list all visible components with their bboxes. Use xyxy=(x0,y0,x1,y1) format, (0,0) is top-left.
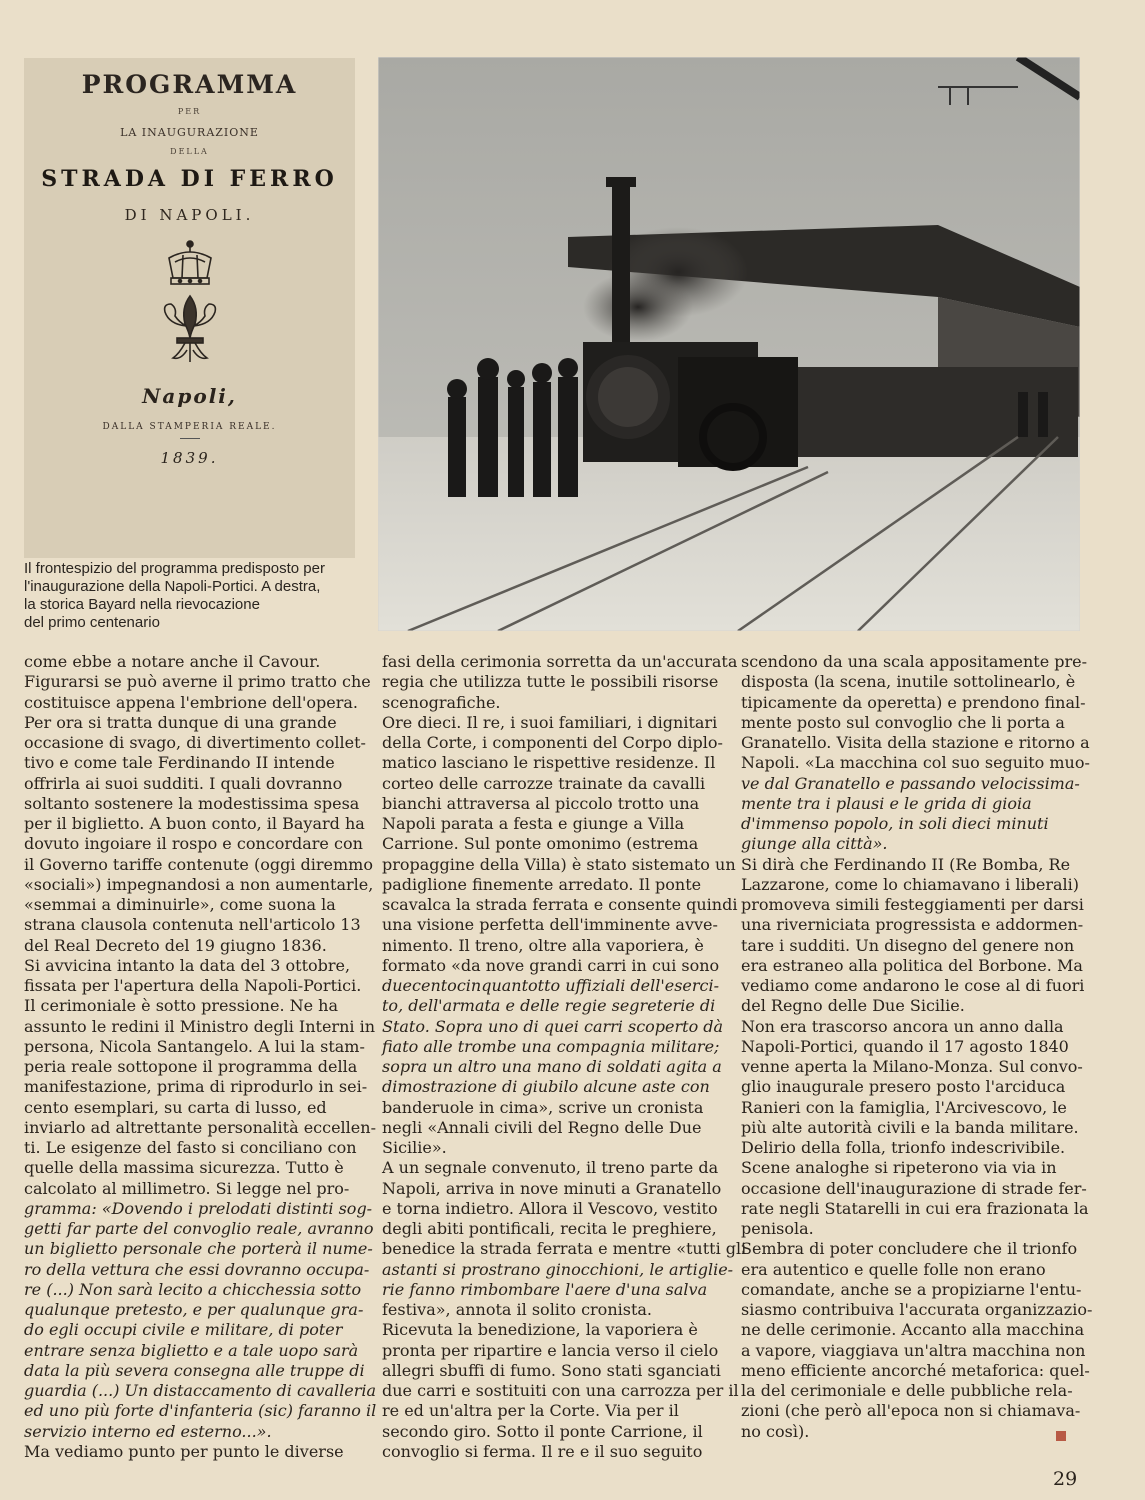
text-line: Ricevuta la benedizione, la vaporiera è xyxy=(382,1320,698,1340)
text-line: sopra un altro una mano di soldati agita a xyxy=(382,1057,722,1076)
text-line: era autentico e quelle folle non erano xyxy=(741,1259,1046,1279)
text-line: fissata per l'apertura della Napoli-Portici. xyxy=(24,976,362,995)
text-line: negli «Annali civili del Regno delle Due xyxy=(382,1117,702,1137)
frontispiece-inauguration: LA INAUGURAZIONE xyxy=(120,126,259,139)
text-line: Carrione. Sul ponte omonimo (estrema xyxy=(382,834,699,854)
text-line: costituisce appena l'embrione dell'opera. xyxy=(24,692,358,712)
text-column-middle xyxy=(382,652,747,1462)
text-line: Per ora si tratta dunque di una grande xyxy=(24,712,337,732)
text-line: assunto le redini il Ministro degli Interni in xyxy=(24,1016,375,1036)
text-line: della Corte, i componenti del Corpo diplo- xyxy=(382,733,723,752)
text-line: formato «da nove grandi carri in cui sono xyxy=(382,955,720,975)
text-line: servizio interno ed esterno...». xyxy=(24,1421,272,1441)
text-line: guardia (...) Un distaccamento di cavalleria xyxy=(24,1381,377,1400)
text-line: Napoli, arriva in nove minuti a Granatello xyxy=(382,1178,722,1198)
text-line: meno efficiente ancorché metaforica: quel- xyxy=(741,1360,1090,1380)
text-line: «sociali») impegnandosi a non aumentarle, xyxy=(24,874,374,894)
text-line: e torna indietro. Allora il Vescovo, vestito xyxy=(382,1198,718,1218)
text-line: Si dirà che Ferdinando II (Re Bomba, Re xyxy=(741,854,1071,874)
text-line: ne delle cerimonie. Accanto alla macchina xyxy=(741,1320,1085,1340)
text-line: ro della vettura che essi dovranno occupa- xyxy=(24,1259,370,1279)
text-line: Granatello. Visita della stazione e ritorno a xyxy=(741,733,1090,752)
text-line: il Governo tariffe contenute (oggi diremmo xyxy=(24,854,373,874)
text-line: un biglietto personale che porterà il nume- xyxy=(24,1239,373,1259)
text-line: manifestazione, prima di riprodurlo in sei- xyxy=(24,1077,368,1097)
text-line: scenografiche. xyxy=(382,692,501,712)
text-line: regia che utilizza tutte le possibili risorse xyxy=(382,672,719,692)
text-line: rie fanno rimbombare l'aere d'una salva xyxy=(382,1279,708,1299)
text-line: rate negli Statarelli in cui era frazionata la xyxy=(741,1198,1089,1218)
text-line: Ore dieci. Il re, i suoi familiari, i dignitari xyxy=(382,712,718,732)
text-line: Ranieri con la famiglia, l'Arcivescovo, le xyxy=(741,1097,1067,1117)
text-line: degli abiti pontificali, recita le preghiere, xyxy=(382,1219,717,1238)
text-line: cento esemplari, su carta di lusso, ed xyxy=(24,1097,327,1117)
text-line: corteo delle carrozze trainate da cavalli xyxy=(382,773,706,793)
text-line: astanti si prostrano ginocchioni, le artiglie- xyxy=(382,1259,734,1279)
text-line: Lazzarone, come lo chiamavano i liberali) xyxy=(741,874,1079,894)
text-line: per il biglietto. A buon conto, il Bayard ha xyxy=(24,814,365,833)
frontispiece-railway: STRADA DI FERRO xyxy=(41,166,338,192)
text-line: tipicamente da operetta) e prendono final- xyxy=(741,692,1086,712)
text-line: banderuole in cima», scrive un cronista xyxy=(382,1097,704,1117)
frontispiece-image xyxy=(24,58,355,558)
text-column-right xyxy=(741,652,1093,1442)
crown-fleur-de-lis-icon xyxy=(155,238,225,368)
text-line: mente posto sul convoglio che li porta a xyxy=(741,712,1065,732)
text-line: Napoli-Portici, quando il 17 agosto 1840 xyxy=(741,1036,1069,1056)
text-line: bianchi attraversa al piccolo trotto una xyxy=(382,793,700,813)
text-line: benedice la strada ferrata e mentre «tutti gli xyxy=(382,1239,747,1259)
text-line: re (...) Non sarà lecito a chicchessia sotto xyxy=(24,1279,362,1299)
text-line: matico lasciano le rispettive residenze. Il xyxy=(382,753,716,773)
text-line: più alte autorità civili e la banda militare. xyxy=(741,1117,1079,1137)
text-line: fiato alle trombe una compagnia militare; xyxy=(382,1036,720,1056)
text-line: no così). xyxy=(741,1421,810,1441)
text-line: propaggine della Villa) è stato sistemato un xyxy=(382,854,736,874)
text-line: re ed un'altra per la Corte. Via per il xyxy=(382,1401,679,1421)
text-line: secondo giro. Sotto il ponte Carrione, il xyxy=(382,1421,703,1441)
text-line: soltanto sostenere la modestissima spesa xyxy=(24,793,360,813)
frontispiece-heading: PROGRAMMA xyxy=(81,70,298,99)
frontispiece-divider xyxy=(180,438,200,439)
frontispiece-per: PER xyxy=(177,107,202,116)
text-line: ti. Le esigenze del fasto si conciliano con xyxy=(24,1138,357,1157)
text-line: Scene analoghe si ripeterono via via in xyxy=(741,1158,1057,1178)
text-line: vediamo come andarono le cose al di fuori xyxy=(741,976,1085,995)
text-line: strana clausola contenuta nell'articolo 13 xyxy=(24,915,361,935)
text-line: Sembra di poter concludere che il trionfo xyxy=(741,1239,1078,1259)
frontispiece-city: DI NAPOLI. xyxy=(124,206,255,224)
text-line: tare i sudditi. Un disegno del genere non xyxy=(741,935,1075,955)
text-line: tivo e come tale Ferdinando II intende xyxy=(24,753,335,773)
frontispiece-year: 1839. xyxy=(160,449,219,467)
text-line: dimostrazione di giubilo alcune aste con xyxy=(382,1077,710,1097)
text-line: del Real Decreto del 19 giugno 1836. xyxy=(24,935,327,955)
frontispiece-della: DELLA xyxy=(170,147,209,156)
text-line: Delirio della folla, trionfo indescrivibile. xyxy=(741,1138,1066,1157)
text-line: allegri sbuffi di fumo. Sono stati sganciati xyxy=(382,1360,721,1380)
text-line: del Regno delle Due Sicilie. xyxy=(741,996,965,1016)
caption-line: l'inaugurazione della Napoli-Portici. A destra, xyxy=(24,578,321,595)
text-line: disposta (la scena, inutile sottolinearlo, è xyxy=(741,672,1076,692)
caption-line: del primo centenario xyxy=(24,614,160,631)
locomotive-photo xyxy=(378,57,1080,631)
end-square-icon xyxy=(1056,1431,1066,1441)
text-line: una riverniciata progressista e addormen- xyxy=(741,915,1084,935)
text-line: Ma vediamo punto per punto le diverse xyxy=(24,1441,344,1461)
text-line: to, dell'armata e delle regie segreterie di xyxy=(382,996,716,1016)
text-line: Il cerimoniale è sotto pressione. Ne ha xyxy=(24,996,339,1016)
text-line: la del cerimoniale e delle pubbliche rela- xyxy=(741,1381,1073,1400)
text-line: ve dal Granatello e passando velocissima- xyxy=(741,773,1080,793)
text-line: Napoli parata a festa e giunge a Villa xyxy=(382,814,685,833)
text-line: due carri e sostituiti con una carrozza per il xyxy=(382,1381,739,1400)
frontispiece-printer: DALLA STAMPERIA REALE. xyxy=(102,422,277,432)
text-line: d'immenso popolo, in soli dieci minuti xyxy=(741,814,1049,833)
text-line: data la più severa consegna alle truppe di xyxy=(24,1360,365,1380)
text-line: gramma: «Dovendo i prelodati distinti sog- xyxy=(24,1198,373,1218)
text-line: scendono da una scala appositamente pre- xyxy=(741,652,1088,671)
text-line: peria reale sottopone il programma della xyxy=(24,1057,358,1076)
text-line: A un segnale convenuto, il treno parte da xyxy=(382,1158,719,1178)
text-line: ed uno più forte d'infanteria (sic) faranno il xyxy=(24,1401,377,1421)
text-line: Si avvicina intanto la data del 3 ottobre, xyxy=(24,955,351,975)
text-line: calcolato al millimetro. Si legge nel pro- xyxy=(24,1178,350,1198)
text-line: una visione perfetta dell'imminente avve- xyxy=(382,915,718,935)
text-line: qualunque pretesto, e per qualunque gra- xyxy=(24,1300,364,1319)
text-line: penisola. xyxy=(741,1219,814,1238)
text-line: pronta per ripartire e lancia verso il cielo xyxy=(382,1340,719,1360)
text-line: padiglione finemente arredato. Il ponte xyxy=(382,874,702,894)
text-line: era estraneo alla politica del Borbone. Ma xyxy=(741,955,1083,975)
text-line: nimento. Il treno, oltre alla vaporiera, è xyxy=(382,935,704,955)
frontispiece-place: Napoli, xyxy=(142,384,237,408)
text-line: Sicilie». xyxy=(382,1138,447,1157)
text-line: fasi della cerimonia sorretta da un'accurata xyxy=(382,652,738,671)
text-line: a vapore, viaggiava un'altra macchina non xyxy=(741,1340,1086,1360)
text-line: festiva», annota il solito cronista. xyxy=(382,1300,652,1319)
text-line: Napoli. «La macchina col suo seguito muo- xyxy=(741,753,1090,773)
text-line: glio inaugurale presero posto l'arciduca xyxy=(741,1077,1066,1097)
text-line: getti far parte del convoglio reale, avranno xyxy=(24,1219,374,1238)
text-line: scavalca la strada ferrata e consente quindi xyxy=(382,895,738,914)
text-line: entrare senza biglietto e a tale uopo sarà xyxy=(24,1340,359,1360)
text-line: comandate, anche se a propiziarne l'entu- xyxy=(741,1279,1082,1299)
text-line: zioni (che però all'epoca non si chiamava- xyxy=(741,1401,1081,1421)
text-column-left xyxy=(24,652,377,1462)
text-line: inviarlo ad altrettante personalità eccellen- xyxy=(24,1117,376,1137)
text-line: occasione dell'inaugurazione di strade fer- xyxy=(741,1178,1087,1198)
text-line: do egli occupi civile e militare, di poter xyxy=(24,1320,343,1340)
text-line: giunge alla città». xyxy=(741,834,888,854)
text-line: «semmai a diminuirle», come suona la xyxy=(24,895,336,914)
text-line: occasione di svago, di divertimento collet- xyxy=(24,733,366,752)
text-line: Non era trascorso ancora un anno dalla xyxy=(741,1016,1064,1036)
text-line: dovuto ingoiare il rospo e concordare con xyxy=(24,834,363,854)
text-line: quelle della massima sicurezza. Tutto è xyxy=(24,1158,344,1178)
text-line: offrirla ai suoi sudditi. I quali dovranno xyxy=(24,773,343,793)
text-line: venne aperta la Milano-Monza. Sul convo- xyxy=(741,1057,1083,1076)
text-line: Stato. Sopra uno di quei carri scoperto dà xyxy=(382,1016,724,1036)
text-line: promoveva simili festeggiamenti per darsi xyxy=(741,895,1084,914)
text-line: come ebbe a notare anche il Cavour. xyxy=(24,652,321,671)
caption-line: Il frontespizio del programma predisposto per xyxy=(24,560,325,577)
text-line: persona, Nicola Santangelo. A lui la stam- xyxy=(24,1036,365,1056)
text-line: Figurarsi se può averne il primo tratto che xyxy=(24,672,371,692)
text-line: siasmo contribuiva l'accurata organizzazio- xyxy=(741,1300,1093,1319)
caption-line: la storica Bayard nella rievocazione xyxy=(24,596,260,613)
text-line: mente tra i plausi e le grida di gioia xyxy=(741,793,1032,813)
text-line: convoglio si ferma. Il re e il suo seguito xyxy=(382,1441,703,1461)
image-caption xyxy=(24,560,369,632)
text-line: duecentocinquantotto uffiziali dell'eserci- xyxy=(382,976,720,995)
page-number: 29 xyxy=(1053,1468,1078,1490)
